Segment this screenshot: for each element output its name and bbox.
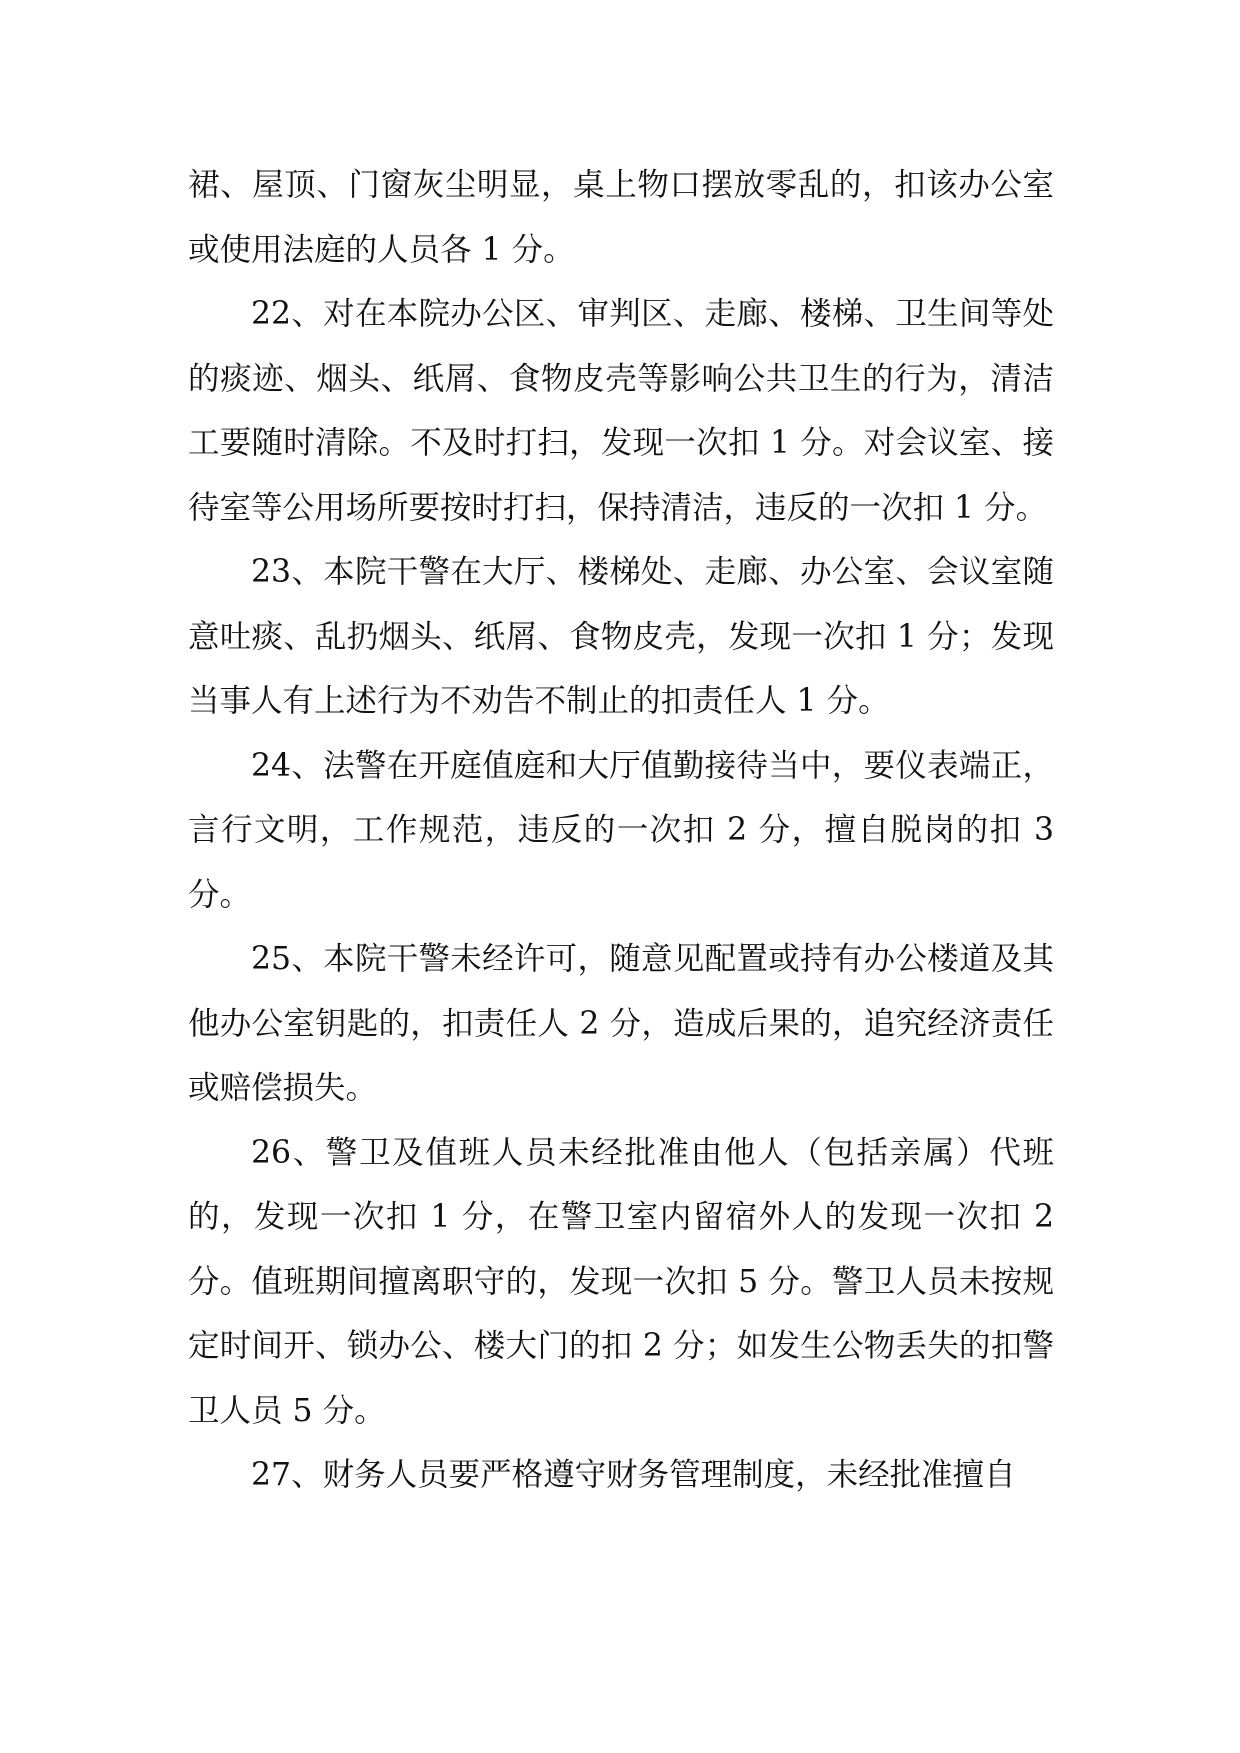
paragraph-continued: 裙、屋顶、门窗灰尘明显，桌上物口摆放零乱的，扣该办公室或使用法庭的人员各 1 分。 <box>188 167 1054 268</box>
paragraph-item-24: 24、法警在开庭值庭和大厅值勤接待当中，要仪表端正，言行文明，工作规范，违反的一次扣 2 分，擅自脱岗的扣 3 分。 <box>188 747 1054 913</box>
paragraph-item-27: 27、财务人员要严格遵守财务管理制度，未经批准擅自 <box>251 1457 1016 1493</box>
document-body <box>188 153 1054 1508</box>
paragraph-item-25: 25、本院干警未经许可，随意见配置或持有办公楼道及其他办公室钥匙的，扣责任人 2 分，造成后果的，追究经济责任或赔偿损失。 <box>188 941 1054 1106</box>
paragraph-item-26: 26、警卫及值班人员未经批准由他人（包括亲属）代班的，发现一次扣 1 分，在警卫室内留宿外人的发现一次扣 2 分。值班期间擅离职守的，发现一次扣 5 分。警卫人员未按规定时间开、锁办公、楼大门的扣 2 分；如发生公物丢失的扣警卫人员 5 分。 <box>188 1134 1054 1429</box>
paragraph-item-23: 23、本院干警在大厅、楼梯处、走廊、办公室、会议室随意吐痰、乱扔烟头、纸屑、食物皮壳，发现一次扣 1 分；发现当事人有上述行为不劝告不制止的扣责任人 1 分。 <box>188 554 1054 719</box>
paragraph-item-22: 22、对在本院办公区、审判区、走廊、楼梯、卫生间等处的痰迹、烟头、纸屑、食物皮壳等影响公共卫生的行为，清洁工要随时清除。不及时打扫，发现一次扣 1 分。对会议室、接待室等公用场所要按时打扫，保持清洁，违反的一次扣 1 分。 <box>188 296 1054 526</box>
